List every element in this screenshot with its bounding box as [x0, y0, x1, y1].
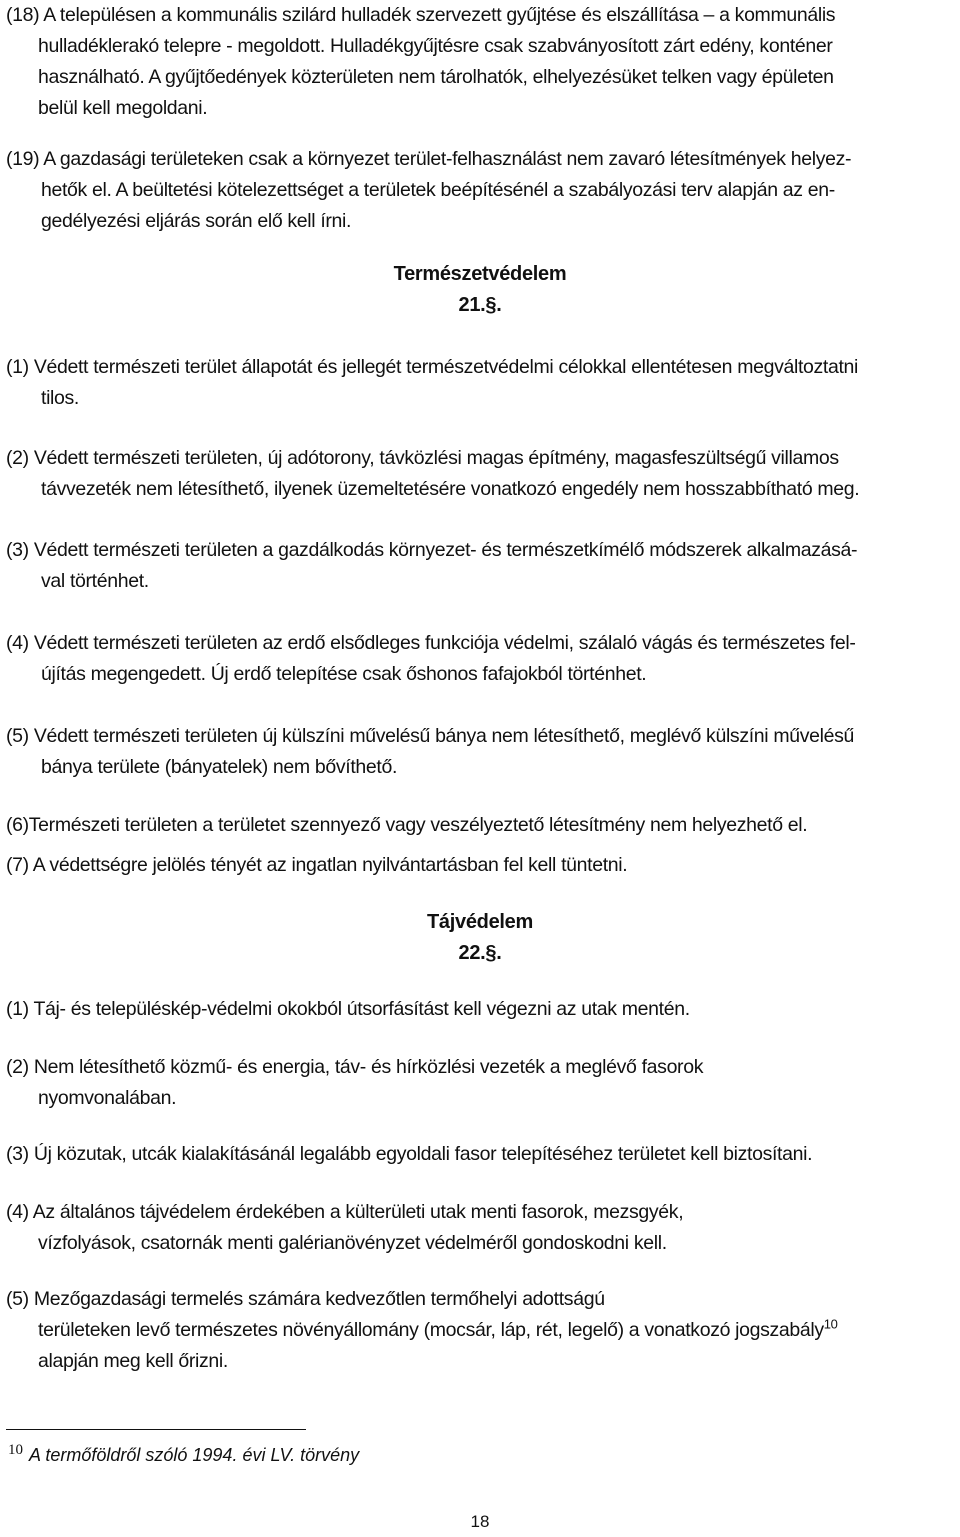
text-line: hetők el. A beültetési kötelezettséget a területek beépítésénél a szabályozási terv alapján az en- [41, 179, 835, 201]
section-21-item-1 [6, 352, 954, 414]
section-22-heading [0, 907, 960, 969]
section-21-item-7 [6, 850, 954, 881]
text-line: (3) Védett természeti területen a gazdálkodás környezet- és természetkímélő módszerek alkalmazásá- [6, 539, 858, 561]
text-line: (1) Táj- és településkép-védelmi okokból útsorfásítást kell végezni az utak mentén. [6, 998, 690, 1020]
section-22-item-4 [6, 1197, 954, 1259]
section-22-item-1 [6, 994, 954, 1025]
text-line: belül kell megoldani. [38, 97, 208, 119]
footnote-divider [6, 1429, 306, 1430]
text-line: nyomvonalában. [38, 1087, 177, 1109]
text-line: hulladéklerakó telepre - megoldott. Hulladékgyűjtésre csak szabványosított zárt edény, konténer [38, 35, 833, 57]
text-line [6, 1315, 954, 1346]
text-line: (4) Az általános tájvédelem érdekében a külterületi utak menti fasorok, mezsgyék, [6, 1201, 684, 1223]
section-21-item-6 [6, 810, 954, 841]
section-title: Tájvédelem [427, 911, 533, 933]
text-line-content: területeken levő természetes növényállomány (mocsár, láp, rét, legelő) a vonatkozó jogszabály [38, 1319, 824, 1341]
text-line: alapján meg kell őrizni. [38, 1350, 228, 1372]
section-21-item-2 [6, 443, 954, 505]
section-21-item-4 [6, 628, 954, 690]
text-line: (3) Új közutak, utcák kialakításánál legalább egyoldali fasor telepítéséhez területet kell biztosítani. [6, 1143, 813, 1165]
footnote [8, 1436, 359, 1469]
section-22-item-2 [6, 1052, 954, 1114]
section-21-item-3 [6, 535, 954, 597]
text-line: (5) Mezőgazdasági termelés számára kedvezőtlen termőhelyi adottságú [6, 1288, 605, 1310]
text-line: (1) Védett természeti terület állapotát és jellegét természetvédelmi célokkal ellentétesen megváltoztatni [6, 356, 859, 378]
text-line: (4) Védett természeti területen az erdő elsődleges funkciója védelmi, szálaló vágás és természetes fel- [6, 632, 856, 654]
section-21-heading [0, 259, 960, 321]
text-line: (19) A gazdasági területeken csak a környezet terület-felhasználást nem zavaró létesítmények helyez- [6, 148, 852, 170]
section-title: Természetvédelem [393, 263, 567, 285]
text-line: val történhet. [41, 570, 149, 592]
text-line: (7) A védettségre jelölés tényét az ingatlan nyilvántartásban fel kell tüntetni. [6, 854, 628, 876]
page-number: 18 [470, 1512, 490, 1531]
text-line: (2) Védett természeti területen, új adótorony, távközlési magas építmény, magasfeszültségű villamos [6, 447, 839, 469]
section-22-item-3 [6, 1139, 954, 1170]
paragraph-18 [6, 0, 954, 124]
text-line: bánya területe (bányatelek) nem bővíthető. [41, 756, 398, 778]
text-line: (5) Védett természeti területen új külszíni művelésű bánya nem létesíthető, meglévő külszíni művelésű [6, 725, 854, 747]
section-22-item-5 [6, 1284, 954, 1377]
text-line: tilos. [41, 387, 79, 409]
text-line: gedélyezési eljárás során elő kell írni. [41, 210, 352, 232]
text-line: újítás megengedett. Új erdő telepítése csak őshonos fafajokból történhet. [41, 663, 647, 685]
footnote-reference[interactable]: 10 [823, 1316, 838, 1332]
footnote-mark: 10 [8, 1442, 23, 1458]
footnote-text: A termőföldről szóló 1994. évi LV. törvény [29, 1445, 360, 1465]
section-number: 22.§. [458, 942, 502, 964]
text-line: (6)Természeti területen a területet szennyező vagy veszélyeztető létesítmény nem helyezhető el. [6, 814, 808, 836]
text-line: távvezeték nem létesíthető, ilyenek üzemeltetésére vonatkozó engedély nem hosszabbítható meg. [41, 478, 860, 500]
text-line: használható. A gyűjtőedények közterületen nem tárolhatók, elhelyezésüket telken vagy épületen [38, 66, 834, 88]
text-line: (2) Nem létesíthető közmű- és energia, táv- és hírközlési vezeték a meglévő fasorok [6, 1056, 704, 1078]
text-line: (18) A településen a kommunális szilárd hulladék szervezett gyűjtése és elszállítása – a kommunális [6, 4, 836, 26]
section-21-item-5 [6, 721, 954, 783]
text-line: vízfolyások, csatornák menti galérianövényzet védelméről gondoskodni kell. [38, 1232, 667, 1254]
paragraph-19 [6, 144, 954, 237]
section-number: 21.§. [458, 294, 502, 316]
